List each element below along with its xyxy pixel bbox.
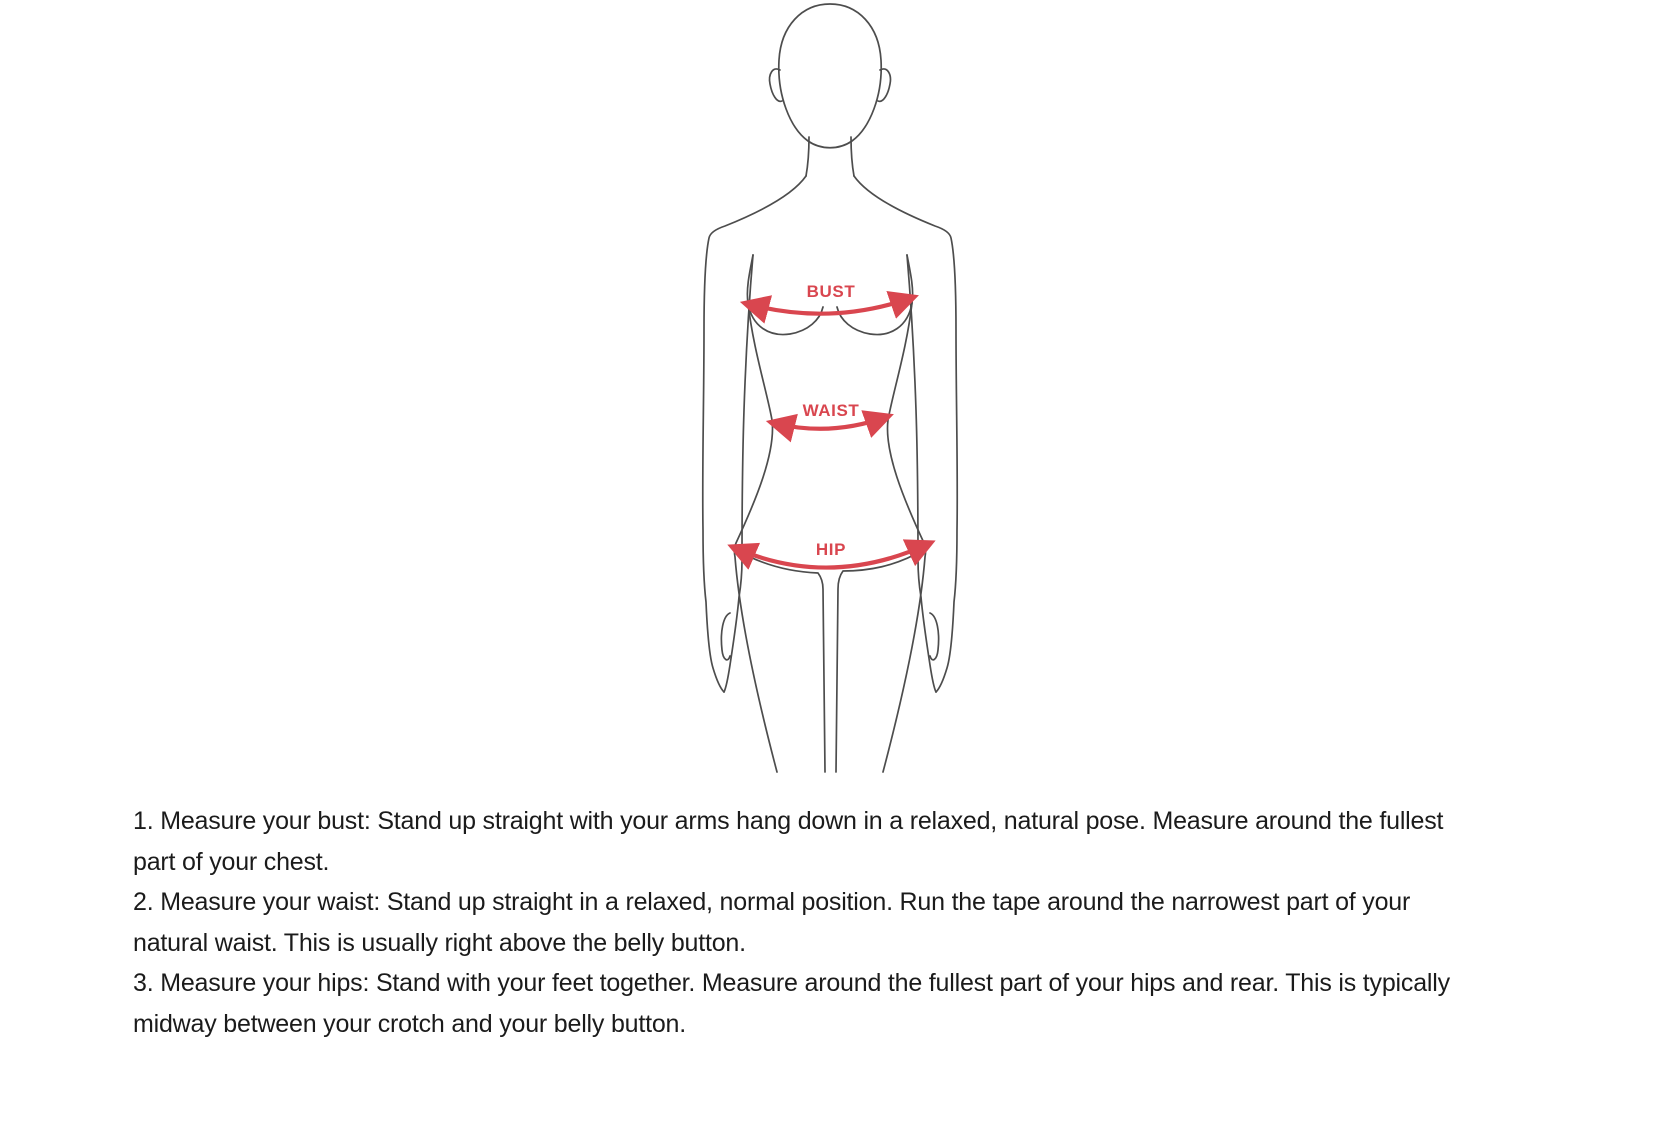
waist-label: WAIST	[802, 401, 860, 420]
neck-right-line	[851, 137, 854, 176]
instruction-step-2	[133, 882, 1508, 963]
measurement-instructions	[133, 801, 1508, 1044]
figure-outline-group	[703, 4, 958, 772]
bust-label: BUST	[806, 282, 856, 301]
hip-label: HIP	[815, 540, 847, 559]
instruction-step-3-line-2: midway between your crotch and your belly button.	[133, 1009, 687, 1038]
instruction-step-3	[133, 963, 1508, 1044]
instruction-step-1-line-2: part of your chest.	[133, 847, 330, 876]
right-shoulder-arm-outline	[854, 176, 957, 692]
instruction-step-1-line-1: 1. Measure your bust: Stand up straight with your arms hang down in a relaxed, natural pose. Measure around the fullest	[133, 807, 1444, 835]
right-hip-crease-inner-leg	[836, 549, 925, 772]
measurement-lines-group	[735, 298, 928, 568]
left-inner-arm-hand	[724, 255, 753, 692]
instruction-step-3-line-1: 3. Measure your hips: Stand with your feet together. Measure around the fullest part of your hips and rear. This is typically	[133, 969, 1450, 997]
instruction-step-2-line-2: natural waist. This is usually right above the belly button.	[133, 928, 746, 957]
neck-left-line	[806, 137, 809, 176]
head-outline	[779, 4, 881, 148]
instruction-step-1	[133, 801, 1508, 882]
body-measurement-diagram	[680, 0, 980, 780]
left-shoulder-arm-outline	[703, 176, 806, 692]
left-thumb	[721, 613, 730, 660]
female-figure-outline-svg	[680, 0, 980, 780]
instruction-step-2-line-1: 2. Measure your waist: Stand up straight in a relaxed, normal position. Run the tape around the narrowest part of your	[133, 888, 1411, 916]
left-hip-crease-inner-leg	[735, 549, 825, 772]
right-thumb	[930, 613, 939, 660]
right-inner-arm-hand	[907, 255, 936, 692]
